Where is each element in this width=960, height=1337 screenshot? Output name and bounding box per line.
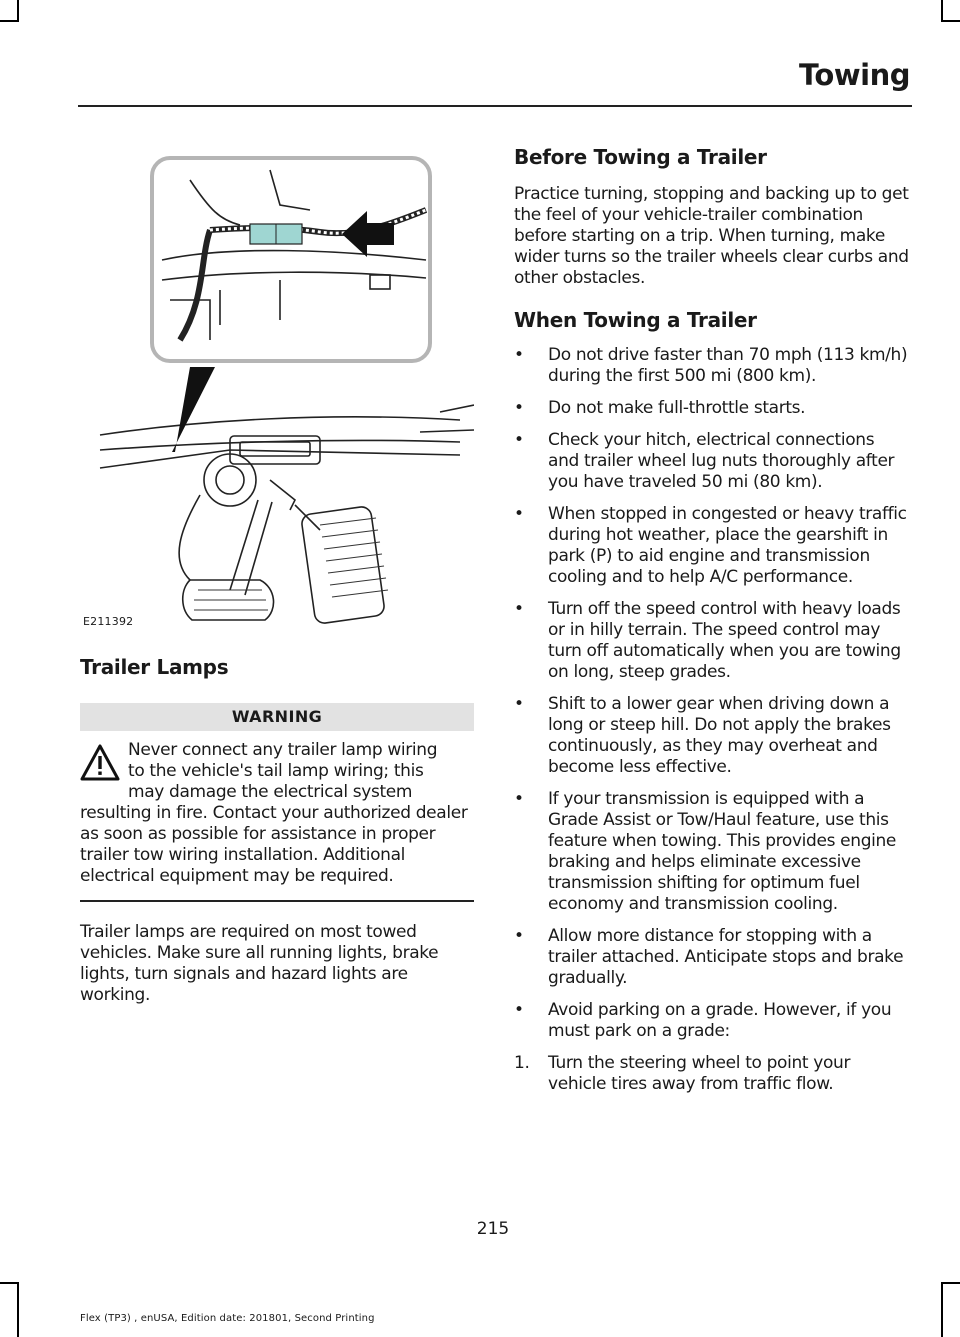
crop-mark-bottom-left-h bbox=[0, 1282, 19, 1284]
trailer-connector-illustration bbox=[80, 150, 474, 630]
bullet: • bbox=[514, 345, 524, 365]
list-item bbox=[514, 926, 910, 989]
crop-mark-bottom-left-v bbox=[17, 1282, 19, 1337]
trailer-lamps-heading: Trailer Lamps bbox=[80, 655, 229, 679]
list-item bbox=[514, 398, 910, 419]
list-item bbox=[514, 504, 910, 588]
bullet: • bbox=[514, 1000, 524, 1020]
list-item bbox=[514, 345, 910, 387]
towing-tips-list bbox=[514, 345, 910, 1042]
bullet-text: Shift to a lower gear when driving down a long or steep hill. Do not apply the brakes continuously, as they may overheat and become less effective. bbox=[548, 694, 891, 777]
list-item bbox=[514, 430, 910, 493]
warning-triangle-icon bbox=[80, 744, 120, 782]
step-number: 1. bbox=[514, 1053, 530, 1073]
bullet-text: Allow more distance for stopping with a trailer attached. Anticipate stops and brake gradually. bbox=[548, 926, 904, 988]
crop-mark-top-right-v bbox=[941, 0, 943, 22]
bullet-text: Avoid parking on a grade. However, if you must park on a grade: bbox=[548, 1000, 892, 1041]
list-item bbox=[514, 694, 910, 778]
list-item bbox=[514, 1053, 910, 1095]
warning-label: WARNING bbox=[80, 703, 474, 731]
leader-line bbox=[172, 367, 215, 452]
before-towing-heading: Before Towing a Trailer bbox=[514, 145, 767, 169]
page-number: 215 bbox=[476, 1219, 510, 1239]
bullet-text: When stopped in congested or heavy traffic during hot weather, place the gearshift in park (P) to aid engine and transmission cooling and to help A/C performance. bbox=[548, 504, 907, 587]
header-rule bbox=[78, 105, 912, 107]
warning-line-2: to the vehicle's tail lamp wiring; this bbox=[128, 761, 424, 781]
footer-edition-info: Flex (TP3) , enUSA, Edition date: 201801, Second Printing bbox=[80, 1313, 375, 1324]
right-column bbox=[514, 144, 910, 1095]
bullet: • bbox=[514, 504, 524, 524]
bullet: • bbox=[514, 926, 524, 946]
crop-mark-top-left-h bbox=[0, 20, 19, 22]
bullet: • bbox=[514, 789, 524, 809]
bullet-text: Do not make full-throttle starts. bbox=[548, 398, 806, 418]
list-item bbox=[514, 789, 910, 915]
list-item bbox=[514, 1000, 910, 1042]
bullet: • bbox=[514, 599, 524, 619]
warning-continuation: resulting in fire. Contact your authorized dealer as soon as possible for assistance in proper trailer tow wiring installation. Additional electrical equipment may be required. bbox=[80, 803, 468, 886]
warning-rule bbox=[80, 900, 474, 902]
crop-mark-bottom-right-v bbox=[941, 1282, 943, 1337]
left-column bbox=[80, 150, 474, 1006]
list-item bbox=[514, 599, 910, 683]
bullet: • bbox=[514, 430, 524, 450]
warning-body bbox=[80, 740, 474, 887]
bullet: • bbox=[514, 694, 524, 714]
crop-mark-top-left-v bbox=[17, 0, 19, 22]
bullet-text: Check your hitch, electrical connections and trailer wheel lug nuts thoroughly after you have traveled 50 mi (80 km). bbox=[548, 430, 895, 492]
inset-frame bbox=[152, 158, 430, 361]
warning-line-1: Never connect any trailer lamp wiring bbox=[128, 740, 438, 760]
bullet-text: Turn off the speed control with heavy loads or in hilly terrain. The speed control may turn off automatically when you are towing on long, steep grades. bbox=[548, 599, 901, 682]
bullet-text: Do not drive faster than 70 mph (113 km/h) during the first 500 mi (800 km). bbox=[548, 345, 908, 386]
trailer-lamps-body: Trailer lamps are required on most towed vehicles. Make sure all running lights, brake lights, turn signals and hazard lights are working. bbox=[80, 922, 439, 1005]
when-towing-heading: When Towing a Trailer bbox=[514, 308, 757, 332]
before-towing-body: Practice turning, stopping and backing up to get the feel of your vehicle-trailer combination before starting on a trip. When turning, make wider turns so the trailer wheels clear curbs and other obstacles. bbox=[514, 184, 909, 288]
crop-mark-top-right-h bbox=[941, 20, 960, 22]
bullet: • bbox=[514, 398, 524, 418]
warning-line-3: may damage the electrical system bbox=[128, 782, 413, 802]
bullet-text: If your transmission is equipped with a Grade Assist or Tow/Haul feature, use this feature when towing. This provides engine braking and helps eliminate excessive transmission shifting for optimum fuel economy and transmission cooling. bbox=[548, 789, 897, 914]
section-title: Towing bbox=[799, 58, 910, 92]
connector-location-drawing bbox=[80, 150, 474, 630]
crop-mark-bottom-right-h bbox=[941, 1282, 960, 1284]
parking-steps-list bbox=[514, 1053, 910, 1095]
step-text: Turn the steering wheel to point your vehicle tires away from traffic flow. bbox=[548, 1053, 851, 1094]
figure-id: E211392 bbox=[83, 615, 134, 628]
